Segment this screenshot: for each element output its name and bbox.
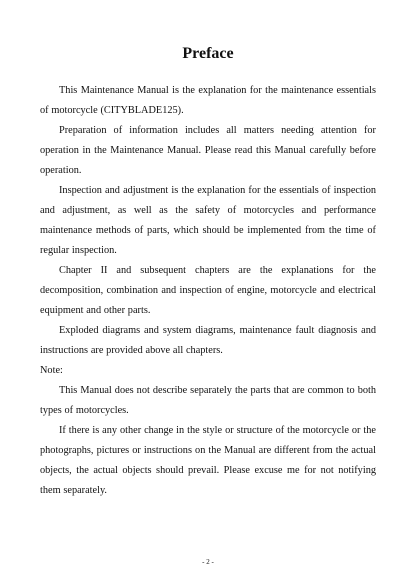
paragraph-information-preparation: Preparation of information includes all matters needing attention for operation in the Maintenance Manual. Please read this Manual carefully before operation. <box>40 125 376 176</box>
page-title: Preface <box>182 45 234 62</box>
paragraph-manual-purpose: This Maintenance Manual is the explanation for the maintenance essentials of motorcycle (CITYBLADE125). <box>40 85 376 116</box>
note-heading: Note: <box>40 365 63 376</box>
paragraph-common-parts-note: This Manual does not describe separately the parts that are common to both types of motorcycles. <box>40 385 376 416</box>
preface-body <box>40 81 376 501</box>
page-number: - 2 - <box>202 558 214 566</box>
paragraph-inspection-adjustment: Inspection and adjustment is the explanation for the essentials of inspection and adjustment, as well as the safety of motorcycles and performance maintenance methods of parts, which should be implemented from the time of regular inspection. <box>40 185 376 256</box>
paragraph-change-notice: If there is any other change in the style or structure of the motorcycle or the photographs, pictures or instructions on the Manual are different from the actual objects, the actual objects should prevail. Please excuse me for not notifying them separately. <box>40 425 376 496</box>
paragraph-diagrams-instructions: Exploded diagrams and system diagrams, maintenance fault diagnosis and instructions are provided above all chapters. <box>40 325 376 356</box>
paragraph-chapter-overview: Chapter II and subsequent chapters are the explanations for the decomposition, combination and inspection of engine, motorcycle and electrical equipment and other parts. <box>40 265 376 316</box>
